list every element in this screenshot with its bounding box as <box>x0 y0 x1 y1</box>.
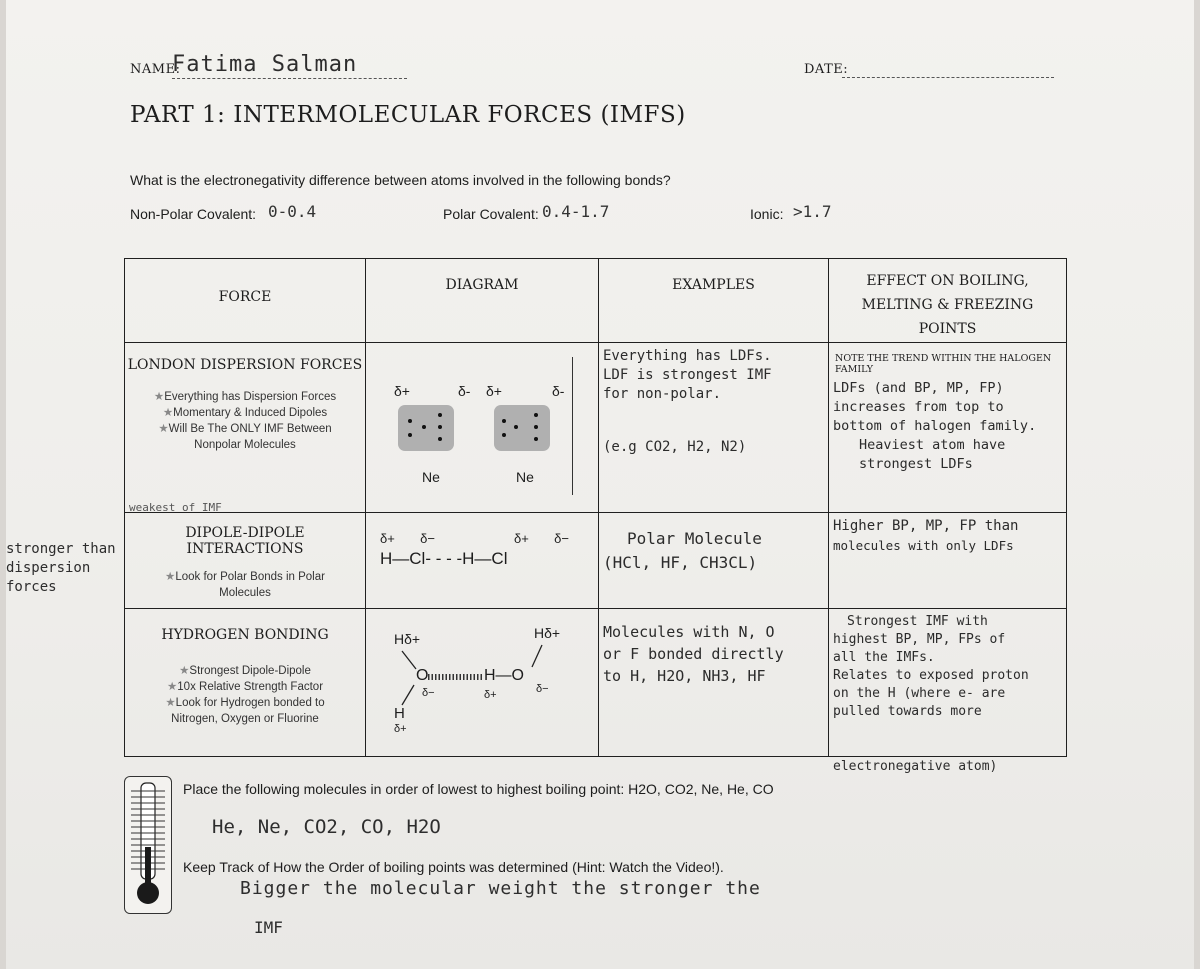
list-item: Nitrogen, Oxygen or Fluorine <box>171 713 319 725</box>
thermometer-graphic <box>125 777 171 913</box>
list-item: ★Look for Hydrogen bonded to <box>165 697 325 709</box>
hbond-title: HYDROGEN BONDING <box>161 627 329 643</box>
hbond-force-cell <box>125 609 366 757</box>
weakest-note: weakest of IMF <box>129 501 222 514</box>
ne-atom-2 <box>494 405 550 451</box>
page-title: PART 1: INTERMOLECULAR FORCES (IMFS) <box>130 102 686 128</box>
dipole-title: DIPOLE-DIPOLE INTERACTIONS <box>185 525 305 557</box>
ionic-label: Ionic: <box>750 206 784 222</box>
ldf-diagram-cell: δ+ δ- δ+ δ- Ne Ne <box>366 343 599 513</box>
dipole-side-note: stronger than dispersion forces <box>6 541 116 595</box>
star-icon: ★ <box>162 407 174 419</box>
student-name: Fatima Salman <box>172 52 358 77</box>
electronegativity-question: What is the electronegativity difference between atoms involved in the following bonds? <box>130 172 671 188</box>
order-explanation-answer-1: Bigger the molecular weight the stronger the <box>240 878 761 899</box>
list-item: ★Look for Polar Bonds in Polar <box>165 571 325 583</box>
ne-atom-1 <box>398 405 454 451</box>
polar-answer: 0.4-1.7 <box>542 202 610 221</box>
diagram-header: DIAGRAM <box>366 259 599 343</box>
ldf-effect-cell: NOTE THE TREND WITHIN THE HALOGEN FAMILY LDFs (and BP, MP, FP) increases from top to bottom of halogen family. Heaviest atom have strongest LDFs <box>829 343 1067 513</box>
name-label: NAME: <box>130 62 181 77</box>
ldf-examples-cell: Everything has LDFs. LDF is strongest IMF for non-polar. (e.g CO2, H2, N2) <box>599 343 829 513</box>
name-line <box>172 78 407 79</box>
star-icon: ★ <box>165 571 176 583</box>
table-header-row <box>125 259 1067 343</box>
dipole-effect-cell: Higher BP, MP, FP than molecules with only LDFs <box>829 513 1067 609</box>
list-item: ★Will Be The ONLY IMF Between <box>158 423 332 435</box>
force-header: FORCE <box>125 259 366 343</box>
date-label: DATE: <box>804 62 849 77</box>
list-item: ★10x Relative Strength Factor <box>166 681 324 693</box>
nonpolar-answer: 0-0.4 <box>268 202 317 221</box>
dipole-force-cell <box>125 513 366 609</box>
order-explanation-answer-2: IMF <box>254 918 283 937</box>
star-icon: ★ <box>165 697 176 709</box>
list-item: Nonpolar Molecules <box>194 439 296 451</box>
thermometer-icon <box>124 776 172 914</box>
dipole-examples-cell: Polar Molecule (HCl, HF, CH3CL) <box>599 513 829 609</box>
effect-header: EFFECT ON BOILING, MELTING & FREEZING POINTS <box>829 259 1067 343</box>
examples-header: EXAMPLES <box>599 259 829 343</box>
list-item: ★Strongest Dipole-Dipole <box>179 665 311 677</box>
hbond-effect-cell: Strongest IMF with highest BP, MP, FPs of all the IMFs. Relates to exposed proton on the H (where e- are pulled towards more electronegative atom) <box>829 609 1067 757</box>
table-row-dipole <box>125 513 1067 609</box>
order-explanation-prompt: Keep Track of How the Order of boiling points was determined (Hint: Watch the Video!). <box>183 859 724 875</box>
divider <box>572 357 573 495</box>
list-item: ★Everything has Dispersion Forces <box>153 391 337 403</box>
imf-table <box>124 258 1067 774</box>
star-icon: ★ <box>153 391 165 403</box>
dipole-diagram-cell: δ+ δ− δ+ δ− H—Cl- - - -H—Cl <box>366 513 599 609</box>
halogen-note: NOTE THE TREND WITHIN THE HALOGEN FAMILY <box>835 353 1052 375</box>
ionic-answer: >1.7 <box>793 202 832 221</box>
ldf-force-cell <box>125 343 366 513</box>
ldf-title: LONDON DISPERSION FORCES <box>127 357 363 373</box>
hbond-examples-cell: Molecules with N, O or F bonded directly to H, H2O, NH3, HF <box>599 609 829 757</box>
date-line <box>842 77 1054 78</box>
nonpolar-label: Non-Polar Covalent: <box>130 206 257 222</box>
list-item: Molecules <box>219 587 271 599</box>
star-icon: ★ <box>158 423 169 435</box>
table-row-ldf <box>125 343 1067 513</box>
boiling-point-prompt: Place the following molecules in order of lowest to highest boiling point: H2O, CO2, Ne, He, CO <box>183 781 774 797</box>
star-icon: ★ <box>179 665 190 677</box>
polar-label: Polar Covalent: <box>443 206 539 222</box>
table-row-hbond <box>125 609 1067 757</box>
star-icon: ★ <box>166 681 178 693</box>
boiling-point-answer: He, Ne, CO2, CO, H2O <box>212 816 441 838</box>
hbond-diagram-cell: Hδ+ Hδ+ O H—O δ− δ+ δ− H δ+ <box>366 609 599 757</box>
list-item: ★Momentary & Induced Dipoles <box>162 407 328 419</box>
